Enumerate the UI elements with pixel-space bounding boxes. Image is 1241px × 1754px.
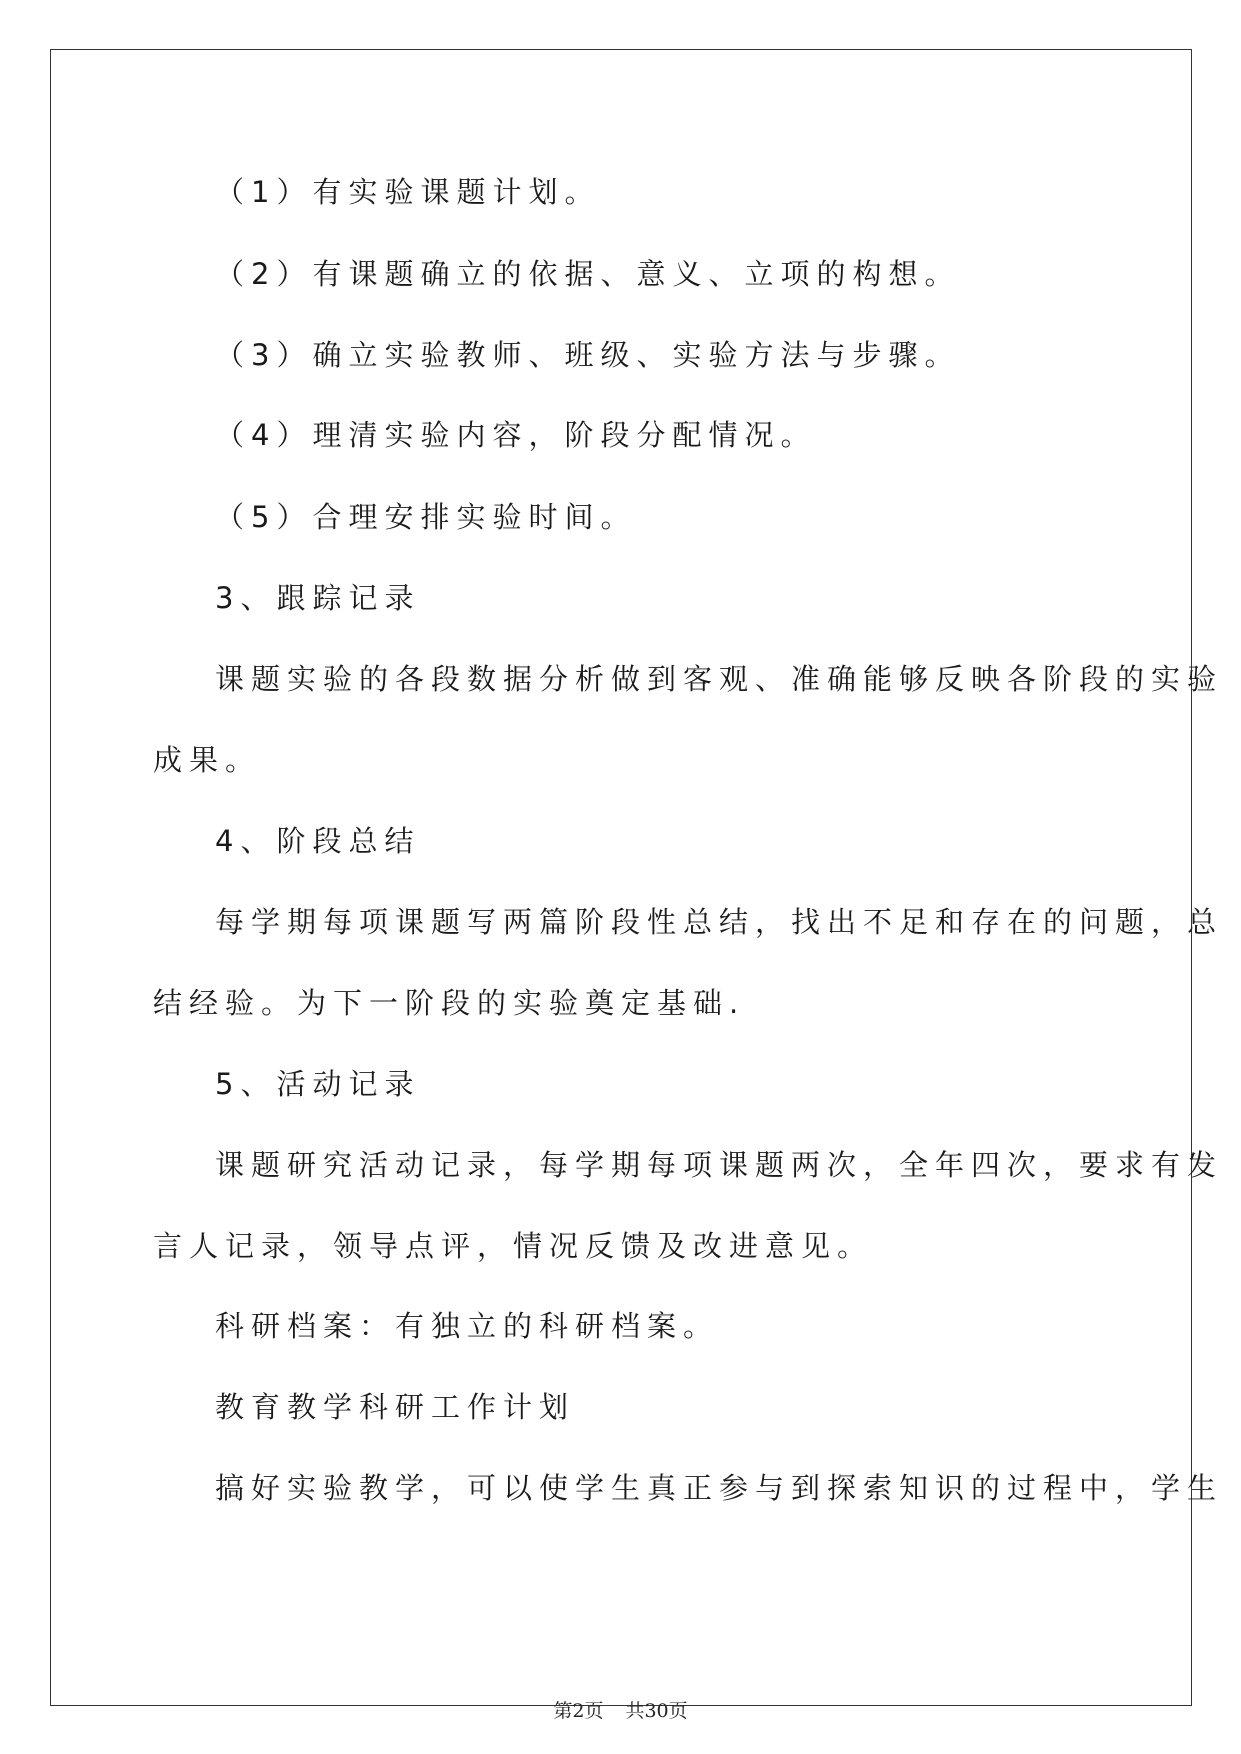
list-item-1: （1）有实验课题计划。 (215, 175, 601, 209)
list-item-2: （2）有课题确立的依据、意义、立项的构想。 (215, 257, 961, 291)
list-item-3: （3）确立实验教师、班级、实验方法与步骤。 (215, 338, 961, 372)
list-item-5: （5）合理安排实验时间。 (215, 500, 637, 534)
paragraph-activity-line-2: 言人记录，领导点评，情况反馈及改进意见。 (153, 1229, 874, 1263)
paragraph-teaching-line-1: 搞好实验教学，可以使学生真正参与到探索知识的过程中，学生 (215, 1471, 1224, 1505)
section-heading-4: 4、阶段总结 (215, 824, 421, 858)
section-heading-5: 5、活动记录 (215, 1067, 421, 1101)
paragraph-activity-line-1: 课题研究活动记录，每学期每项课题两次，全年四次，要求有发 (215, 1148, 1224, 1182)
section-heading-3: 3、跟踪记录 (215, 581, 421, 615)
page-footer (0, 1698, 1241, 1724)
page-number: 第2页 (553, 1700, 604, 1722)
page-border (50, 49, 1192, 1706)
paragraph-summary-line-2: 结经验。为下一阶段的实验奠定基础. (153, 986, 746, 1020)
paragraph-archive: 科研档案：有独立的科研档案。 (215, 1309, 720, 1343)
section-title-plan: 教育教学科研工作计划 (215, 1390, 576, 1424)
page-total: 共30页 (625, 1700, 688, 1722)
list-item-4: （4）理清实验内容，阶段分配情况。 (215, 418, 817, 452)
paragraph-tracking-line-1: 课题实验的各段数据分析做到客观、准确能够反映各阶段的实验 (215, 662, 1224, 696)
paragraph-tracking-line-2: 成果。 (153, 743, 262, 777)
paragraph-summary-line-1: 每学期每项课题写两篇阶段性总结，找出不足和存在的问题，总 (215, 905, 1224, 939)
